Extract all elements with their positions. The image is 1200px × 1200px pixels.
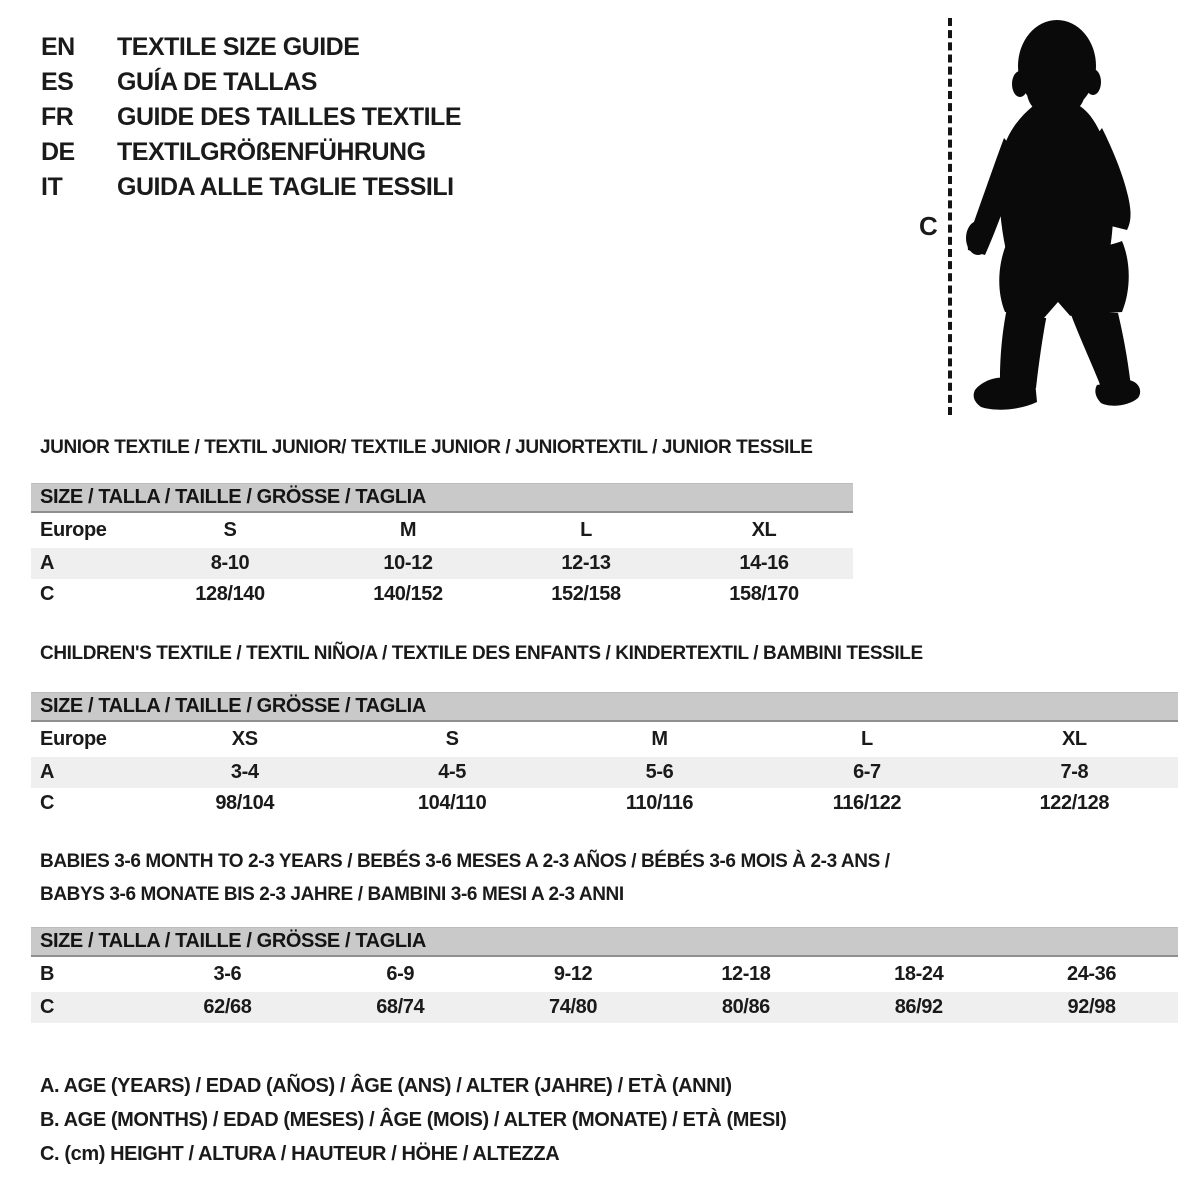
size-cell: 4-5 — [438, 761, 466, 783]
table-row — [31, 757, 1178, 788]
size-header-bar: SIZE / TALLA / TAILLE / GRÖSSE / TAGLIA — [31, 692, 1178, 722]
legend-height-cm: C. (cm) HEIGHT / ALTURA / HAUTEUR / HÖHE / ALTEZZA — [40, 1142, 560, 1165]
children-size-table — [31, 692, 1178, 819]
junior-size-table — [31, 483, 853, 610]
size-cell: 86/92 — [894, 996, 943, 1018]
row-label: B — [40, 963, 55, 985]
table-row — [31, 722, 1178, 757]
children-section-title: CHILDREN'S TEXTILE / TEXTIL NIÑO/A / TEXTILE DES ENFANTS / KINDERTEXTIL / BAMBINI TESSILE — [40, 643, 923, 664]
language-row-es — [41, 65, 461, 100]
junior-section-title: JUNIOR TEXTILE / TEXTIL JUNIOR/ TEXTILE JUNIOR / JUNIORTEXTIL / JUNIOR TESSILE — [40, 437, 813, 458]
size-cell: M — [399, 519, 417, 541]
babies-title-line1: BABIES 3-6 MONTH TO 2-3 YEARS / BEBÉS 3-6 MESES A 2-3 AÑOS / BÉBÉS 3-6 MOIS À 2-3 ANS / — [40, 851, 890, 872]
height-measure-label: C — [919, 211, 938, 241]
baby-silhouette — [948, 14, 1144, 420]
row-label: Europe — [40, 728, 107, 750]
language-code: IT — [41, 173, 63, 201]
size-header-bar: SIZE / TALLA / TAILLE / GRÖSSE / TAGLIA — [31, 483, 853, 513]
language-title-block — [41, 30, 461, 205]
size-cell: 92/98 — [1067, 996, 1116, 1018]
language-code: ES — [41, 68, 74, 96]
size-cell: M — [651, 728, 668, 750]
size-cell: L — [580, 519, 592, 541]
language-title: GUIDA ALLE TAGLIE TESSILI — [117, 173, 454, 201]
row-label: C — [40, 792, 55, 814]
size-cell: 158/170 — [729, 583, 799, 605]
size-cell: 7-8 — [1060, 761, 1089, 783]
row-label: C — [40, 996, 55, 1018]
size-cell: 110/116 — [625, 792, 694, 814]
babies-section-title — [40, 851, 890, 917]
measure-legend — [40, 1069, 786, 1171]
size-cell: 18-24 — [894, 963, 944, 985]
size-cell: 62/68 — [203, 996, 252, 1018]
size-cell: 98/104 — [215, 792, 275, 814]
size-cell: 8-10 — [210, 552, 250, 574]
language-code: DE — [41, 138, 75, 166]
table-row — [31, 548, 853, 579]
size-cell: S — [445, 728, 459, 750]
language-title: TEXTILE SIZE GUIDE — [117, 33, 360, 61]
size-cell: 3-4 — [230, 761, 259, 783]
size-cell: 152/158 — [551, 583, 621, 605]
language-code: FR — [41, 103, 74, 131]
language-row-it — [41, 170, 461, 205]
table-row — [31, 992, 1178, 1023]
language-title: GUIDE DES TAILLES TEXTILE — [117, 103, 462, 131]
language-title: GUÍA DE TALLAS — [117, 68, 317, 96]
size-cell: 104/110 — [417, 792, 487, 814]
size-cell: 10-12 — [383, 552, 433, 574]
legend-age-months: B. AGE (MONTHS) / EDAD (MESES) / ÂGE (MOIS) / ALTER (MONATE) / ETÀ (MESI) — [40, 1108, 787, 1131]
row-label: A — [40, 552, 55, 574]
legend-age-years: A. AGE (YEARS) / EDAD (AÑOS) / ÂGE (ANS) / ALTER (JAHRE) / ETÀ (ANNI) — [40, 1074, 732, 1097]
size-cell: XS — [231, 728, 258, 750]
table-row — [31, 788, 1178, 819]
language-title: TEXTILGRÖßENFÜHRUNG — [117, 138, 426, 166]
size-cell: L — [861, 728, 873, 750]
size-cell: 116/122 — [832, 792, 902, 814]
language-row-de — [41, 135, 461, 170]
size-cell: 68/74 — [376, 996, 425, 1018]
row-label: C — [40, 583, 55, 605]
size-cell: XL — [1061, 728, 1087, 750]
size-cell: 12-18 — [721, 963, 771, 985]
table-row — [31, 579, 853, 610]
size-cell: 24-36 — [1066, 963, 1117, 985]
size-cell: 122/128 — [1039, 792, 1110, 814]
size-cell: 80/86 — [721, 996, 770, 1018]
language-row-en — [41, 30, 461, 65]
size-cell: 14-16 — [739, 552, 789, 574]
size-cell: 12-13 — [561, 552, 611, 574]
size-cell: 74/80 — [549, 996, 598, 1018]
size-header-bar: SIZE / TALLA / TAILLE / GRÖSSE / TAGLIA — [31, 927, 1178, 957]
babies-title-line2: BABYS 3-6 MONATE BIS 2-3 JAHRE / BAMBINI 3-6 MESI A 2-3 ANNI — [40, 884, 624, 905]
size-cell: S — [223, 519, 237, 541]
table-row — [31, 957, 1178, 992]
size-cell: 140/152 — [373, 583, 443, 605]
language-row-fr — [41, 100, 461, 135]
size-cell: XL — [751, 519, 777, 541]
size-cell: 6-9 — [386, 963, 415, 985]
row-label: Europe — [40, 519, 107, 541]
babies-size-table — [31, 927, 1178, 1023]
row-label: A — [40, 761, 55, 783]
size-cell: 5-6 — [645, 761, 674, 783]
size-cell: 6-7 — [853, 761, 881, 783]
size-cell: 128/140 — [195, 583, 265, 605]
language-code: EN — [41, 33, 75, 61]
size-cell: 9-12 — [553, 963, 593, 985]
table-row — [31, 513, 853, 548]
size-cell: 3-6 — [213, 963, 242, 985]
